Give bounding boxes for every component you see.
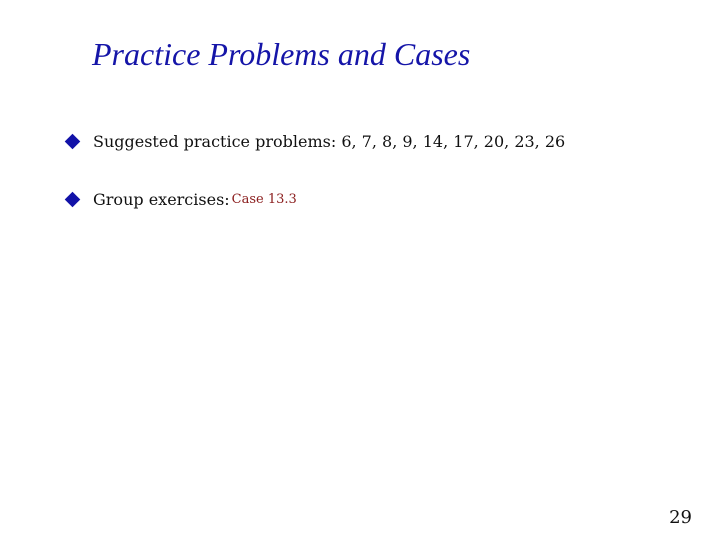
- diamond-bullet-icon: [65, 133, 81, 149]
- bullet-item-practice-problems: [66, 128, 686, 154]
- bullet-text: Group exercises:: [93, 189, 230, 209]
- bullet-item-group-exercises: [66, 186, 686, 212]
- diamond-bullet-icon: [65, 191, 81, 207]
- bullet-text: Suggested practice problems: 6, 7, 8, 9, 14, 17, 20, 23, 26: [93, 131, 566, 151]
- case-reference: Case 13.3: [231, 191, 297, 207]
- bullet-list: [66, 128, 686, 244]
- slide-number: 29: [669, 507, 692, 528]
- slide-title: Practice Problems and Cases: [92, 36, 471, 72]
